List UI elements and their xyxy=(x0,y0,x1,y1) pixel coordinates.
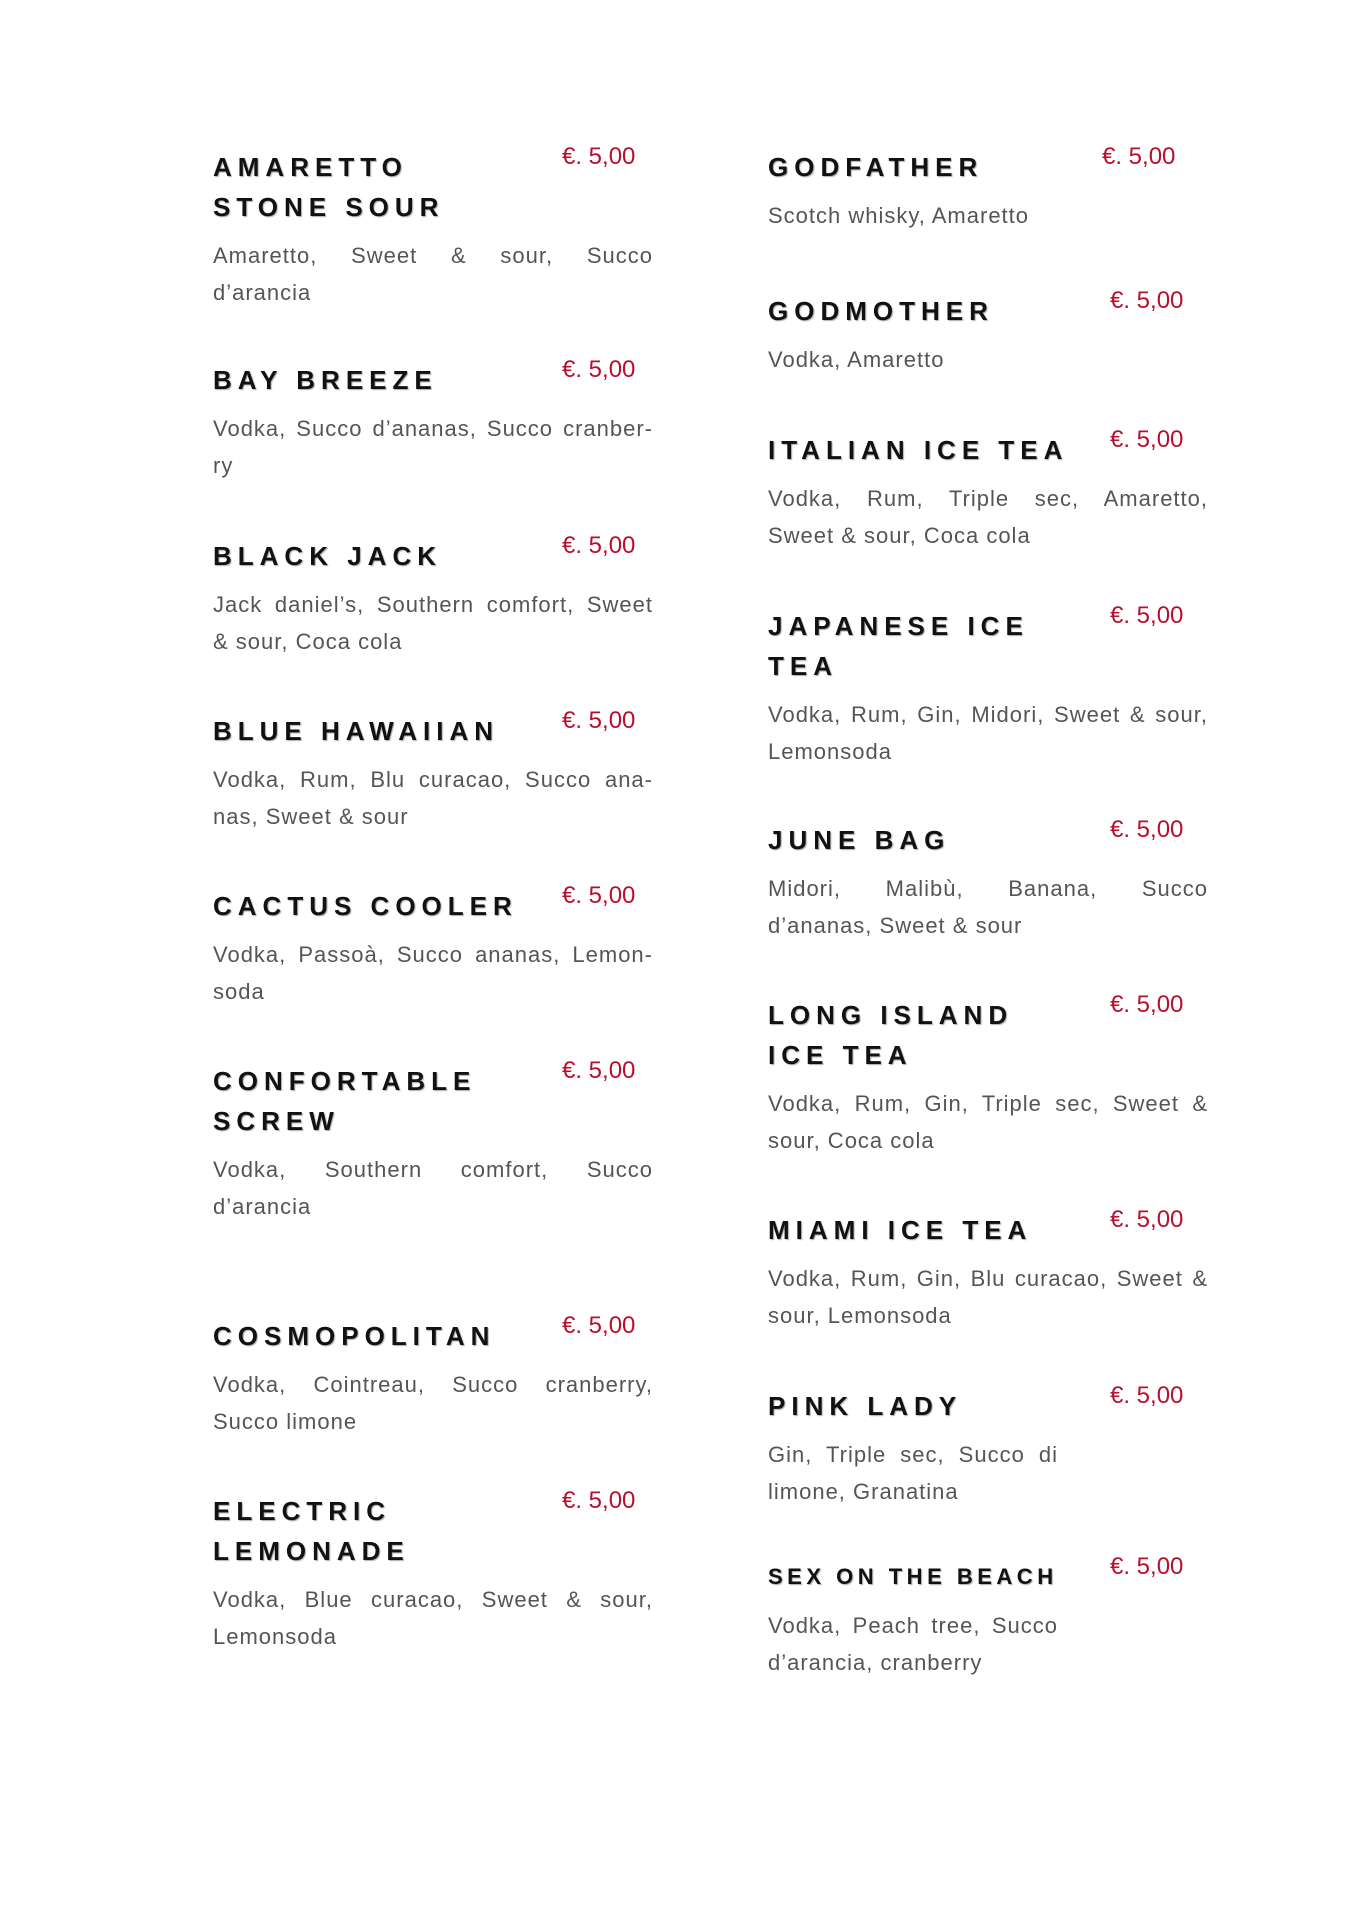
ingredients-line: sour, Coca cola xyxy=(768,1128,935,1153)
menu-item xyxy=(213,882,653,1010)
ingredients-line: Lemonsoda xyxy=(213,1624,337,1649)
item-title-line: JAPANESE ICE xyxy=(768,611,1029,641)
item-title-line: LEMONADE xyxy=(213,1536,410,1566)
ingredients-line: sour, Lemonsoda xyxy=(768,1303,952,1328)
item-title-line: COSMOPOLITAN xyxy=(213,1321,496,1351)
item-ingredients xyxy=(768,1085,1208,1159)
item-title xyxy=(213,1316,543,1356)
item-title xyxy=(768,1386,1098,1426)
item-title-line: ELECTRIC xyxy=(213,1496,391,1526)
menu-item xyxy=(768,1382,1208,1510)
item-title xyxy=(768,1210,1098,1250)
item-title xyxy=(213,147,543,227)
ingredients-line: d’ananas, Sweet & sour xyxy=(768,913,1023,938)
item-price: €. 5,00 xyxy=(1110,602,1184,629)
item-price: €. 5,00 xyxy=(1110,1382,1184,1409)
item-ingredients xyxy=(768,1607,1058,1681)
item-title-line: AMARETTO xyxy=(213,152,408,182)
item-title xyxy=(768,147,1098,187)
item-title-line: GODMOTHER xyxy=(768,296,994,326)
item-ingredients xyxy=(768,341,1208,378)
item-ingredients xyxy=(213,410,653,484)
item-title xyxy=(768,291,1098,331)
item-title xyxy=(768,995,1098,1075)
ingredients-line: Vodka, Blue curacao, Sweet & sour, xyxy=(213,1587,653,1612)
item-price: €. 5,00 xyxy=(562,882,636,909)
ingredients-line: d’arancia xyxy=(213,1194,312,1219)
item-title xyxy=(768,1557,1098,1597)
item-price: €. 5,00 xyxy=(1110,1206,1184,1233)
ingredients-line: Vodka, Rum, Gin, Triple sec, Sweet & xyxy=(768,1091,1208,1116)
item-ingredients xyxy=(213,1581,653,1655)
ingredients-line: Gin, Triple sec, Succo di xyxy=(768,1442,1058,1467)
item-ingredients xyxy=(213,586,653,660)
item-title xyxy=(213,1491,543,1571)
ingredients-line: Vodka, Peach tree, Succo xyxy=(768,1613,1058,1638)
item-title-line: ICE TEA xyxy=(768,1040,913,1070)
ingredients-line: Vodka, Succo d’ananas, Succo cranber- xyxy=(213,416,653,441)
item-title xyxy=(213,886,543,926)
menu-item xyxy=(768,143,1208,234)
menu-item xyxy=(768,426,1208,554)
menu-item xyxy=(768,1206,1208,1334)
ingredients-line: Vodka, Rum, Gin, Blu curacao, Sweet & xyxy=(768,1266,1208,1291)
item-title-line: SEX ON THE BEACH xyxy=(768,1564,1058,1589)
ingredients-line: & sour, Coca cola xyxy=(213,629,403,654)
item-price: €. 5,00 xyxy=(562,1312,636,1339)
ingredients-line: Succo limone xyxy=(213,1409,358,1434)
item-price: €. 5,00 xyxy=(1110,426,1184,453)
menu-item xyxy=(213,532,653,660)
item-price: €. 5,00 xyxy=(1102,143,1176,170)
menu-item xyxy=(768,991,1208,1159)
item-title xyxy=(213,1061,543,1141)
item-price: €. 5,00 xyxy=(562,1057,636,1084)
item-title-line: TEA xyxy=(768,651,838,681)
item-title xyxy=(213,360,543,400)
item-title-line: JUNE BAG xyxy=(768,825,951,855)
ingredients-line: Jack daniel’s, Southern comfort, Sweet xyxy=(213,592,653,617)
menu-item xyxy=(768,287,1208,378)
item-ingredients xyxy=(213,936,653,1010)
item-price: €. 5,00 xyxy=(1110,287,1184,314)
item-title-line: ITALIAN ICE TEA xyxy=(768,435,1069,465)
ingredients-line: d’arancia, cranberry xyxy=(768,1650,983,1675)
item-price: €. 5,00 xyxy=(1110,1553,1184,1580)
item-ingredients xyxy=(768,480,1208,554)
ingredients-line: Lemonsoda xyxy=(768,739,892,764)
item-title xyxy=(213,711,543,751)
item-price: €. 5,00 xyxy=(562,356,636,383)
menu-item xyxy=(213,143,653,311)
item-ingredients xyxy=(213,1151,653,1225)
item-title xyxy=(213,536,543,576)
item-price: €. 5,00 xyxy=(562,1487,636,1514)
item-ingredients xyxy=(213,237,653,311)
item-title-line: CACTUS COOLER xyxy=(213,891,518,921)
ingredients-line: Vodka, Amaretto xyxy=(768,347,945,372)
item-title-line: BLUE HAWAIIAN xyxy=(213,716,499,746)
ingredients-line: ry xyxy=(213,453,234,478)
ingredients-line: Vodka, Passoà, Succo ananas, Lemon- xyxy=(213,942,653,967)
item-title-line: LONG ISLAND xyxy=(768,1000,1014,1030)
ingredients-line: soda xyxy=(213,979,265,1004)
item-title-line: BAY BREEZE xyxy=(213,365,438,395)
ingredients-line: limone, Granatina xyxy=(768,1479,959,1504)
item-ingredients xyxy=(768,1436,1058,1510)
item-price: €. 5,00 xyxy=(562,707,636,734)
item-title xyxy=(768,820,1098,860)
menu-item xyxy=(768,1553,1208,1681)
ingredients-line: Amaretto, Sweet & sour, Succo xyxy=(213,243,653,268)
ingredients-line: d’arancia xyxy=(213,280,312,305)
item-title xyxy=(768,430,1098,470)
item-ingredients xyxy=(768,870,1208,944)
item-price: €. 5,00 xyxy=(1110,991,1184,1018)
ingredients-line: Vodka, Southern comfort, Succo xyxy=(213,1157,653,1182)
item-ingredients xyxy=(768,197,1208,234)
item-title-line: STONE SOUR xyxy=(213,192,445,222)
menu-item xyxy=(213,707,653,835)
menu-item xyxy=(213,1057,653,1225)
menu-item xyxy=(213,1487,653,1655)
item-title-line: SCREW xyxy=(213,1106,340,1136)
ingredients-line: Vodka, Cointreau, Succo cranberry, xyxy=(213,1372,653,1397)
menu-item xyxy=(213,1312,653,1440)
item-title-line: CONFORTABLE xyxy=(213,1066,477,1096)
item-ingredients xyxy=(213,1366,653,1440)
menu-item xyxy=(213,356,653,484)
ingredients-line: Sweet & sour, Coca cola xyxy=(768,523,1031,548)
item-title-line: PINK LADY xyxy=(768,1391,963,1421)
item-title xyxy=(768,606,1098,686)
item-title-line: MIAMI ICE TEA xyxy=(768,1215,1033,1245)
item-price: €. 5,00 xyxy=(562,532,636,559)
ingredients-line: Scotch whisky, Amaretto xyxy=(768,203,1030,228)
item-ingredients xyxy=(768,696,1208,770)
item-title-line: BLACK JACK xyxy=(213,541,442,571)
item-ingredients xyxy=(213,761,653,835)
menu-item xyxy=(768,602,1208,770)
ingredients-line: nas, Sweet & sour xyxy=(213,804,409,829)
ingredients-line: Vodka, Rum, Blu curacao, Succo ana- xyxy=(213,767,653,792)
item-price: €. 5,00 xyxy=(1110,816,1184,843)
ingredients-line: Midori, Malibù, Banana, Succo xyxy=(768,876,1208,901)
item-ingredients xyxy=(768,1260,1208,1334)
item-price: €. 5,00 xyxy=(562,143,636,170)
ingredients-line: Vodka, Rum, Gin, Midori, Sweet & sour, xyxy=(768,702,1208,727)
ingredients-line: Vodka, Rum, Triple sec, Amaretto, xyxy=(768,486,1208,511)
item-title-line: GODFATHER xyxy=(768,152,984,182)
menu-item xyxy=(768,816,1208,944)
